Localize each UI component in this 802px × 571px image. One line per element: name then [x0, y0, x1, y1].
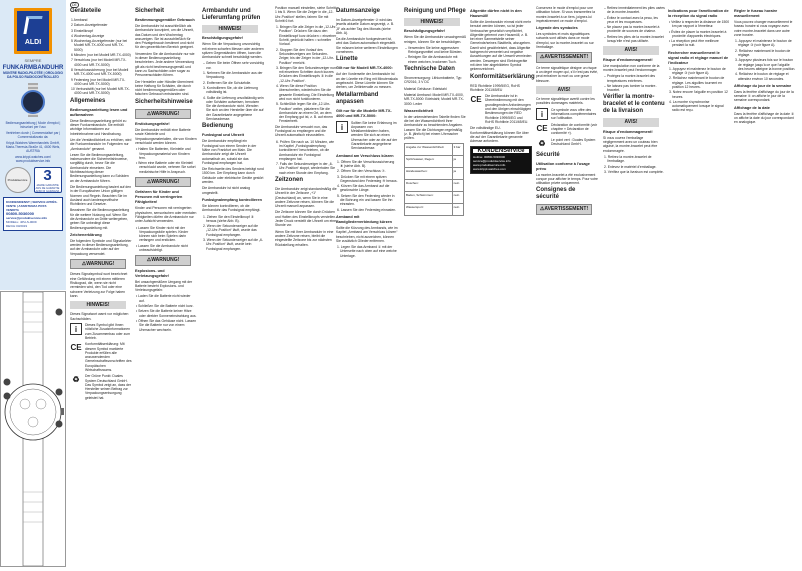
- subsection-heading: Explosions- und Verletzungsgefahr!: [135, 268, 170, 278]
- subsection-heading: Gilt nur für die Modelle MR-TX-4000 und MR-TX-5000:: [336, 108, 392, 118]
- list-item: • Wenn eine Batterie oder ein Kleinteil verschluckt wurde, nehmen Sie sofort medizinische Hilfe in Anspruch.: [136, 161, 196, 174]
- list-item: • Lassen Sie Kinder nicht mit der Verpackungsfolie spielen. Kinder können sich beim Spielen darin verfangen und ersticken.: [136, 225, 189, 243]
- paragraph: Ce terme signalétique avertit contre les possibles dommages matériels.: [536, 97, 595, 106]
- table-cell: Spritzwasser, Regen:: [405, 155, 453, 167]
- subsection-heading: Gefahren für Kinder und Personen mit verringerten Fähigkeiten!: [135, 190, 183, 205]
- subsection-heading: Armband mit Bandgliederverbindung kürzen: [336, 214, 392, 224]
- notice-label: HINWEIS!: [70, 301, 126, 309]
- paragraph: Die Armbanduhr ist ausschließlich als Armbanduhr konzipiert, um die Uhrzeit, das Datum und den Wochentag anzuzeigen. Sie ist ausschließlich für den Privatgebrauch bestimmt und nicht für den gewerblichen Bereich geeignet.: [135, 24, 194, 50]
- ce-mark-icon: CE: [470, 95, 482, 105]
- list-item: 1. Legen Sie das Armband ① mit der Unterseite nach oben auf eine weiche Unterlage.: [337, 245, 397, 258]
- list-item: 4. La montre s'synchronise automatiquement lorsque le signal radio est reçu.: [669, 99, 724, 113]
- list-item: – Retirez immédiatement les piles usées de la montre-bracelet.: [604, 6, 665, 15]
- section-heading: Bedienung: [202, 123, 233, 130]
- warranty-years: 3: [43, 167, 52, 184]
- hotline-title: KUNDENDIENST | SERVICE APRÈS-VENTE | ASSISTENZA POST-VENDITA: [6, 200, 58, 212]
- section-heading: Consignes de sécurité: [536, 187, 576, 201]
- symbol-description: Der Grüne Punkt: Duales System Deutschland GmbH. Das Symbol zeigt an, dass der Hersteller seinen Beitrag zur Verpackungsentsorgung geleistet hat.: [85, 374, 131, 400]
- paragraph: Une manipulation non conforme de la montre-bracelet peut l'endommager.: [603, 63, 660, 72]
- table-cell: Angabe zur Wasserdichtheit:: [405, 143, 453, 155]
- list-item: 2. Wenn der Sekundenzeiger auf die „12-Uhr-Position“ läuft, wurde das Funksignal empfangen.: [203, 224, 258, 237]
- ce-mark-icon: CE: [70, 343, 82, 353]
- paragraph: Die Armbanduhr enthält eine Batterie sowie Kleinteile und Verpackungsmaterialien, die von Kindern verschluckt werden können.: [135, 128, 197, 145]
- table-cell: Händewaschen:: [405, 167, 453, 179]
- paragraph: Material Gehäuse: Edelstahl: [404, 86, 447, 91]
- paragraph: Si vous ouvrez l'emballage négligemment avec un couteau bien aiguisé, la montre-bracelet peut être endommagée.: [603, 135, 658, 153]
- list-item: 6. Prüfen Sie nach ca. 10 Minuten, wie im Kapitel „Funksignalempfang kontrollieren“ beschrieben, ob die Armbanduhr ein Funksignal empfangen hat.: [276, 139, 335, 161]
- subsection-heading: Utilisation conforme à l'usage prévu: [536, 161, 590, 171]
- list-item: 1. Nehmen Sie die Armbanduhr aus der Verpackung.: [203, 71, 263, 80]
- list-item: 4 Wochentag-Anzeige: [71, 33, 105, 38]
- list-item: – Ne laissez pas tomber la montre-bracelet.: [604, 83, 657, 93]
- water-resistance-table: [404, 143, 464, 216]
- text-column: [202, 6, 264, 252]
- subsection-heading: Wasserdichtheit: [404, 108, 434, 113]
- text-column: [668, 6, 730, 114]
- service-line: service@produktservice.info: [473, 159, 511, 164]
- list-item: 2 Datum-Anzeigefenster: [71, 23, 108, 28]
- subsection-heading: Bedienungsanleitung lesen und aufbewahren: [70, 107, 128, 117]
- paragraph: Dans la fenêtre d'affichage du jour de la semaine ⑤ on affiche le jour de la semaine correspondant.: [734, 89, 794, 103]
- list-item: 1. Ziehen Sie den Einstellknopf ③ heraus (siehe Abb. B).: [203, 214, 254, 223]
- list-item: 3. Bringen Sie den Sekundenzeiger nun mit einzelnen Schritten durch kurzes Drücken des Einstellknopfs ③ in die „12-Uhr-Position“.: [276, 65, 336, 83]
- paragraph: Die Armbanduhr empfängt ein Funksignal von einem Sender in der Nähe von Frankfurt am Main. Die Armbanduhr zeigt die Uhrzeit automatisch an, sobald sie das Funksignal empfangen hat.: [202, 139, 257, 165]
- subsection-heading: Affichage de la date: [734, 105, 770, 110]
- list-item: 4. Wenn Sie diese Position überschreiten, wiederholen Sie die gesamte Einstellung. Die Einstellung wird nun nicht funktionieren.: [276, 84, 335, 101]
- paragraph: Wenn Sie die Armbanduhr unsachgemäß reinigen, können Sie sie beschädigen.: [404, 35, 466, 44]
- paragraph: Dieses Signalwort warnt vor möglichen Sachschäden.: [70, 312, 129, 321]
- text-column: [470, 6, 535, 177]
- distributor-address: Krippl-Watches Warenhandels GmbH, Maria-Theresia-Straße 41, 4600 Wels, AUSTRIA: [5, 141, 61, 153]
- list-item: – Ne placez pas la montre-bracelet à proximité de sources de chaleur.: [604, 25, 660, 34]
- list-item: 1. Appuyez et maintenez le bouton de réglage ③ (voir figure A).: [735, 39, 792, 48]
- paragraph: Sollte die Armbanduhr einmal nicht mehr benutzt werden können, so ist jeder Verbraucher gesetzlich verpflichtet, Altgeräte getrennt vom Hausmüll, z. B. bei einer Sammelstelle seiner Gemeinde/seines Stadtteils, abzugeben. Damit wird gewährleistet, dass Altgeräte fachgerecht verwertet und negative Auswirkungen auf die Umwelt vermieden werden. Deswegen sind Elektrogeräte mit dem hier abgebildeten Symbol gekennzeichnet.: [470, 20, 532, 72]
- warning-label: ⚠WARNUNG!: [135, 109, 191, 119]
- paragraph: Die Armbanduhr zeigt standardmäßig die Uhrzeit in der Zeitzone „+1“ (Deutschland) an, wenn Sie in eine andere Zeitzone reisen, können Sie die Uhrzeit manuell anpassen.: [275, 186, 337, 209]
- list-item: • Laden Sie die Batterie nicht wieder auf.: [136, 294, 191, 303]
- list-item: 3. Notez encore l'aiguille en position 12 heures.: [669, 90, 728, 99]
- model-number: MODELL: 4PH-S-0009: [6, 220, 37, 224]
- subsection-heading: Erstickungsgefahr!: [135, 122, 170, 127]
- logo-text: ALDI: [24, 39, 42, 46]
- list-item: • Évitez de placer la montre-bracelet à proximité d'appareils électriques.: [669, 29, 727, 38]
- list-item: • Veillez à respecter la distance de 1500 km par rapport à l'émetteur.: [669, 20, 730, 29]
- subsection-heading: Affichage du jour de la semaine: [734, 83, 792, 88]
- list-item: 2. Stoppen Sie den Vorlauf des Sekundenzeigers am Sekunden-Zeiger, bis der Zeiger in der „12-Uhr-Position“ erreicht.: [276, 47, 335, 65]
- subsection-heading: Altgeräte dürfen nicht in den Hausmüll!: [470, 9, 522, 18]
- text-column: [336, 6, 398, 259]
- list-item: 2. Relâchez maintenant le bouton de réglage. Les aiguilles tournent en position 12 heures.: [669, 76, 725, 89]
- paragraph: Lesen Sie die Bedienungsanleitung, insbesondere die Sicherheitshinweise, sorgfältig durch, bevor Sie die Armbanduhr einsetzen. Die Nichtbeachtung dieser Bedienungsanleitung kann zu Schäden an der Armbanduhr führen.: [70, 152, 129, 183]
- list-item: 1. Retirez la montre-bracelet de l'emballage.: [604, 154, 652, 164]
- list-item: 3. Wenn der Sekundenzeiger auf die „6-Uhr-Position“ läuft, wurde kein Funksignal empfangen.: [203, 237, 264, 251]
- paragraph: Stromversorgung: Lithiumbatterie, Typ CR2016, 3 V DC: [404, 76, 462, 85]
- subsection-heading: Risque d'endommagement!: [603, 57, 653, 62]
- table-cell: ja: [452, 155, 463, 167]
- info-icon: i: [336, 121, 348, 133]
- notice-label: AVIS!: [603, 46, 659, 54]
- watch-diagram: [0, 291, 66, 567]
- list-item: 3. Drücken Sie mit einem spitzen Gegenstand den Federsteg ⑨ heraus.: [337, 174, 398, 183]
- paragraph: Bewahren Sie die Bedienungsanleitung für die weitere Nutzung auf. Wenn Sie die Armbanduhr an Dritte weitergeben, geben Sie unbedingt diese Bedienungsanleitung mit.: [70, 208, 130, 230]
- list-item: 10 Verbundstift (nur bei Modell MR-TX-4000 und MR-TX-5000): [71, 87, 130, 96]
- paragraph: Conservez le mode d'emploi pour une utilisation future. Si vous transmettez la montre-bracelet à un tiers, joignez-lui impérativement ce mode d'emploi.: [536, 6, 595, 23]
- list-item: 5. Schließlich legen Sie die „12-Uhr-Position“ weiter, platzieren Sie die Armbanduhr an einem Ort, an dem der Empfang gut ist, z. B. auf einem Fensterbrett.: [276, 102, 333, 124]
- list-item: 3. Kontrollieren Sie, ob die Lieferung vollständig ist.: [203, 85, 258, 95]
- paragraph: Der Hersteller oder Händler übernimmt keine Haftung für Schäden, die durch nicht bestimmungsgemäßen oder falschen Gebrauch entstanden sind.: [135, 79, 194, 97]
- symbol-description: Die Armbanduhr ist in Übereinstimmung mit den grundlegenden Anforderungen und den übrigen einschlägigen Bestimmungen der RED Richtlinie 1999/5/EG und RoHS Richtlinie 2011/65/EU.: [485, 94, 532, 124]
- watch-image: [18, 83, 48, 117]
- info-icon: i: [70, 323, 82, 335]
- table-cell: Baden, Schwimmen:: [405, 191, 453, 203]
- section-heading: Lünette: [336, 56, 358, 63]
- list-item: 2. Enlevez le matériel d'emballage.: [604, 164, 657, 169]
- subsection-heading: Indications pour l'amélioration de la réception du signal radio: [668, 9, 729, 18]
- list-item: • Öffnen Sie das Gehäuse nicht. Lassen Sie die Batterie nur von einem Uhrmacher wechseln.: [136, 318, 197, 332]
- list-item: 5. Setzen Sie den Federsteg wieder in die Bohrung ein und lassen Sie ihn einrasten.: [337, 193, 395, 207]
- section-heading: Armbanduhr und Lieferumfang prüfen: [202, 8, 261, 21]
- paragraph: Die Zeitzone können Sie durch Drücken und Halten des Einstellknopfs verstellen. Jeder Druck verstellt die Uhrzeit um eine Stunde vor.: [275, 210, 337, 228]
- text-column: [135, 6, 197, 333]
- symbol-explanation: [536, 123, 598, 136]
- table-cell: Duschen:: [405, 179, 453, 191]
- list-item: • Setzen Sie die Batterie keiner Hitze oder direkter Sonneneinstrahlung aus.: [136, 309, 197, 318]
- table-row: [405, 191, 464, 203]
- text-column: [275, 6, 337, 249]
- paragraph: Sollte die Kürzung des Armbands, wie im Kapitel „Armband am Verschluss kürzen“ beschrieben, nicht ausreichen, können Sie zusätzlich Glieder entfernen.: [336, 225, 398, 243]
- paragraph: Vous pouvez changer manuellement le fuseau horaire si vous voyagez avec votre montre-bracelet dans une autre zone horaire.: [734, 20, 793, 37]
- manual-title: Bedienungsanleitung | Mode d'emploi | Istruzioni per l'uso: [5, 121, 61, 129]
- notice-label: HINWEIS!: [202, 25, 258, 33]
- list-item: 4. Sollte die Lieferung unvollständig sein oder Schäden aufweisen, benutzen Sie die Armbanduhr nicht. Wenden Sie sich an den Hersteller über die auf der Garantiekarte angegebene Serviceadresse.: [203, 95, 264, 122]
- paragraph: Verwenden Sie die Armbanduhr nur wie in dieser Bedienungsanleitung beschrieben. Jede andere Verwendung gilt als nicht bestimmungsgemäß und kann zu Sachschäden oder sogar zu Personenschäden führen.: [135, 51, 195, 78]
- paragraph: Wenn Sie die Verpackung unvorsichtig mit einem scharfen Messer oder anderen spitzen Gegenständen öffnen, kann die Armbanduhr schnell beschädigt werden.: [202, 42, 264, 60]
- warning-label: ⚠WARNUNG!: [135, 255, 191, 265]
- ce-mark-icon: CE: [536, 123, 548, 133]
- symbol-explanation: [70, 323, 132, 340]
- list-item: 7 Verschluss (nur bei Modell MR-TX-4000 und MR-TX-5000): [71, 58, 127, 67]
- list-item: 3. Appuyez plusieurs fois sur le bouton de réglage jusqu'à ce que l'aiguille des heures atteigne la bonne position.: [735, 58, 796, 71]
- list-item: 1. Bringen Sie alle Zeiger in die „12-Uhr-Position“. Drücken Sie dazu den Einstellknopf kurz drücken = einzelner Schritt, gedrückt halten = schneller Vorlauf.: [276, 25, 337, 47]
- section-heading: Reinigung und Pflege: [404, 8, 466, 14]
- aldi-logo: [14, 8, 52, 54]
- hotline-phone: 00800-5036000: [6, 211, 35, 216]
- section-heading: Geräteteile: [70, 8, 102, 14]
- list-item: 2. Relâchez maintenant le bouton de réglage.: [735, 48, 791, 58]
- list-item: 1. Appuyez et maintenez le bouton de réglage ③ (voir figure A).: [669, 66, 726, 76]
- table-row: [405, 203, 464, 215]
- brand-name: SEMPRE: [24, 58, 42, 63]
- list-item: 6. Lassen Sie den Federsteg einrasten.: [337, 207, 397, 212]
- service-line: www.krippl-watches.com: [473, 167, 506, 172]
- list-item: 5 Wochentag-Anzeigefenster (nur bei Modell MR-TX-4000 und MR-TX-5000): [71, 39, 128, 52]
- subsection-heading: Beschädigungsgefahr!: [404, 29, 446, 34]
- cover-panel: [0, 0, 66, 290]
- paragraph: Die Armbanduhr ist nicht analog umgestellt.: [202, 186, 251, 195]
- product-subtitle: MONTRE RADIO-PILOTÉE | OROLOGIO DA POLSO RADIOCONTROLLATO: [3, 71, 63, 79]
- section-heading: Datumsanzeige: [336, 8, 381, 14]
- customer-service-box: [470, 146, 532, 174]
- symbol-description: Dieses Symbol gibt Ihnen nützliche Zusatzinformationen zum Zusammenbau oder zum Betrieb.: [85, 323, 131, 340]
- table-row: [405, 179, 464, 191]
- list-item: 4. Kürzen Sie das Armband auf die gewünschte Länge.: [337, 184, 390, 193]
- service-line: Hotline: 00800-5036000: [473, 155, 506, 160]
- paragraph: Dieses Signalsymbol/-wort bezeichnet eine Gefährdung mit einem mittleren Risikograd, die, wenn sie nicht vermieden wird, den Tod oder eine schwere Verletzung zur Folge haben kann.: [70, 272, 128, 298]
- section-heading: Sécurité: [536, 151, 560, 158]
- paragraph: Ce terme signalétique désigne un risque à un degré moyen qui, s'il n'est pas évité, peut entraîner la mort ou une grave blessure.: [536, 65, 598, 83]
- paragraph: Die vollständige EU-Konformitätserklärung können Sie über die auf der Garantiekarte genannte Adresse anfordern.: [470, 126, 529, 144]
- list-item: 3 Einstellknopf: [71, 28, 94, 33]
- list-item: • Halten Sie Batterien, Kleinteile und Verpackungsmaterial von Kindern fern.: [136, 147, 191, 160]
- paragraph: Die Reichweite des Senders beträgt rund 1500 km. Der Empfang kann durch Gebäude oder elektrische Geräte gestört werden.: [202, 167, 264, 185]
- table-row: [405, 155, 464, 167]
- list-item: 3. Vérifiez que la livraison est complète.: [604, 169, 664, 174]
- list-item: • Schließen Sie die Batterie nicht kurz.: [136, 304, 194, 309]
- subsection-heading: Armband am Verschluss kürzen: [336, 153, 394, 158]
- table-cell: nein: [452, 203, 463, 215]
- symbol-description: Déclaration de conformité (voir chapitre « Déclaration de conformité »).: [551, 122, 598, 136]
- paragraph: RED Richtlinie 1999/5/EG, RoHS Richtlinie 2011/65/EU: [470, 83, 520, 92]
- section-heading: Metallarmband anpassen: [336, 91, 379, 105]
- list-item: – Évitez le contact avec la peau, les yeux et les muqueuses.: [604, 15, 658, 24]
- list-item: 6 Minuten (nur bei Modell MR-TX-4000): [71, 53, 131, 58]
- list-item: 4. Relâchez le bouton de réglage et attendez environ 10 secondes.: [735, 72, 789, 81]
- text-column: [734, 6, 796, 127]
- paragraph: Die Bedienungsanleitung basiert auf den in der Europäischen Union gültigen Normen und Regeln. Beachten Sie im Ausland auch landesspezifische Richtlinien und Gesetze.: [70, 184, 132, 207]
- service-line: www.produktservice.info: [473, 163, 506, 168]
- symbol-description: Ce symbole vous offre des informations complémentaires sur l'utilisation.: [551, 107, 597, 121]
- list-item: • Lassen Sie die Armbanduhr nicht unbeaufsichtigt.: [136, 243, 188, 252]
- paragraph: Les symboles et mots signalétiques suivants sont utilisés dans ce mode d'emploi, sur la montre-bracelet ou sur l'emballage.: [536, 32, 594, 50]
- symbol-description: Sollten Sie keine Erfahrung im Anpassen von Metallarmbändern haben, wenden Sie sich an einen Uhrmacher oder an die auf der Garantiekarte angegebene Serviceadresse.: [351, 120, 398, 151]
- paragraph: La montre-bracelet a été exclusivement conçue pour afficher le temps. Pour votre utilisation privée uniquement.: [536, 172, 598, 186]
- paragraph: Die folgenden Symbole und Signalwörter werden in dieser Bedienungsanleitung, auf der Armbanduhr oder auf der Verpackung verwendet.: [70, 238, 132, 256]
- notice-label: AVIS!: [536, 86, 592, 94]
- subsection-heading: Funksignalempfang kontrollieren: [202, 197, 262, 202]
- symbol-description: Le point vert : Duales System Deutschland GmbH.: [551, 137, 596, 146]
- list-item: 2. Entfernen Sie die Schutzfolie.: [203, 80, 252, 85]
- paragraph: Sie können kontrollieren, ob die Armbanduhr das Funksignal empfängt.: [202, 203, 261, 213]
- table-row: [405, 143, 464, 155]
- product-code: DE/CH 03/2019: [6, 224, 28, 228]
- paragraph: Die Armbanduhr versucht nun, das Funksignal zu empfangen und die Uhrzeit automatisch einzustellen.: [275, 124, 328, 138]
- symbol-explanation: [536, 138, 598, 150]
- paragraph: Position manuell einstellen, siehe Schritt 1 bis 5. Wenn Sie die Zeiger in die „12-Uhr-Position“ stellen, fahren Sie mit Schritt 6 fort.: [275, 6, 336, 23]
- section-heading: Vérifier la montre-bracelet et le contenu de la livraison: [603, 94, 665, 115]
- warning-label: ⚠AVERTISSEMENT!: [536, 52, 592, 62]
- paragraph: Im Datum-Anzeigefenster ② wird das jeweils aktuelle Datum angezeigt, z. B. „8“ als achter Tag des Monats (siehe Abb. A).: [336, 18, 395, 35]
- distributor-label: Vertrieben durch | Commercialisé par | Commercializzato da:: [5, 131, 61, 139]
- section-heading: Zeitzonen: [275, 176, 303, 183]
- list-item: – Gehen Sie beim Öffnen sehr vorsichtig vor.: [203, 61, 265, 70]
- hotline-email: service@produktservice.info: [6, 216, 48, 220]
- paragraph: Bei unsachgemäßem Umgang mit der Batterie besteht Explosions- und Verletzungsgefahr.: [135, 279, 193, 293]
- paragraph: In der untenstehenden Tabelle finden Sie die bei der Wasserdichtheit Ihrer Armbanduhr zu beachtenden Angaben. Lassen Sie die Dichtungen regelmäßig (z. B. jährlich) bei einem Uhrmacher prüfen.: [404, 114, 466, 141]
- table-row: [405, 167, 464, 179]
- hotline-box: [3, 197, 63, 231]
- paragraph: Kinder und Personen mit verringerten physischen, sensorischen oder mentalen Fähigkeiten dürfen die Armbanduhr nur unter Aufsicht verwenden.: [135, 206, 197, 224]
- list-item: – Retirez les piles de la montre-bracelet lorsqu'elle n'est pas utilisée.: [604, 34, 664, 44]
- paragraph: Um die Verständlichkeit zu erhöhen, wird die Funkarmbanduhr im Folgenden nur „Armbanduhr“ genannt.: [70, 137, 132, 151]
- subsection-heading: Légende des symboles: [536, 26, 578, 31]
- text-column: [603, 6, 665, 175]
- symbol-explanation: [336, 121, 398, 151]
- text-column: [70, 6, 132, 402]
- green-dot-icon: ♻: [538, 138, 546, 148]
- subsection-heading: Rechercher manuellement le signal radio et réglage manuel de l'indicateur: [668, 50, 729, 65]
- notice-label: AVIS!: [603, 118, 659, 126]
- warning-label: ⚠WARNUNG!: [70, 259, 126, 269]
- list-item: – Verwenden Sie keine aggressiven Reinigungsmittel und keine Bürsten.: [405, 45, 463, 55]
- table-cell: Wassersport:: [405, 203, 453, 215]
- list-item: • La réception peut être meilleure pendant la nuit.: [669, 39, 719, 48]
- symbol-explanation: [470, 94, 532, 124]
- subsection-heading: Régler le fuseau horaire manuellement: [734, 9, 778, 18]
- warranty-badge: [34, 167, 62, 193]
- section-heading: Konformitätserklärung: [470, 73, 535, 80]
- symbol-explanation: [70, 374, 132, 400]
- paragraph: Dans la fenêtre d'affichage de la date ② on affiche la date du jour correspondant en analogique.: [734, 111, 794, 125]
- list-item: 9 Federsteg (nur bei Modell MR-TX-4000 und MR-TX-5000): [71, 77, 126, 86]
- list-item: 1 Armband: [71, 18, 88, 22]
- paragraph: Material Armband: Modell MR-TX-4000, MR-TX-5000: Edelstahl; Modell MR-TX-3000: Leder: [404, 92, 464, 106]
- warning-label: ⚠AVERTISSEMENT!: [536, 204, 592, 214]
- table-cell: nein: [452, 179, 463, 191]
- website: www.krippl-watches.com/ www.produktservice.info: [15, 155, 51, 163]
- table-cell: nein: [452, 191, 463, 203]
- symbol-explanation: [70, 342, 132, 372]
- subsection-heading: Gilt nur für Modell MR-TX-4000:: [336, 66, 393, 71]
- paragraph: Diese Bedienungsanleitung gehört zu dieser Funkarmbanduhr. Sie enthält wichtige Informationen zur Inbetriebnahme und Handhabung.: [70, 118, 127, 136]
- section-heading: Sicherheitshinweise: [135, 98, 193, 105]
- notice-label: HINWEIS!: [404, 18, 460, 26]
- list-item: 7. Falls der Sekundenzeiger in der „6-Uhr-Position“ stoppt, wiederholen Sie nach einer Stunde den Empfang.: [276, 162, 335, 175]
- subsection-heading: Bestimmungsgemäßer Gebrauch: [135, 18, 195, 22]
- list-item: – Protégez la montre-bracelet des températures extrêmes.: [604, 74, 656, 83]
- list-item: 8 Verschlusssicherung (nur bei Modell MR-TX-4000 und MR-TX-5000): [71, 67, 129, 77]
- table-cell: ja: [452, 167, 463, 179]
- paragraph: Auf der Vorderseite der Armbanduhr ist an der Lünette ein Ring mit Minutenskala angebracht. Diese Lünette können Sie drehen, um Zeitintervalle zu messen.: [336, 72, 398, 90]
- subsection-heading: Risque d'endommagement!: [603, 129, 653, 134]
- subsection-heading: Beschädigungsgefahr!: [202, 36, 244, 41]
- section-heading: Technische Daten: [404, 66, 455, 73]
- list-item: 1. Öffnen Sie die Verschlusssicherung ⑧ (siehe Abb. B).: [337, 159, 395, 168]
- service-seal: Produktservice: [5, 167, 31, 193]
- subsection-heading: Funksignal und Uhrzeit: [202, 133, 244, 138]
- symbol-description: Konformitätserklärung: Mit diesem Symbol markierte Produkte erfüllen alle anzuwendenden Gemeinschaftsvorschriften des Europäischen Wirtschaftsraums.: [85, 342, 132, 372]
- paragraph: Wenn Sie mit Ihrer Armbanduhr in eine andere Zeitzone reisen, bleibt die eingestellte Zeitzone bis zur nächsten Rückstellung erhalten.: [275, 229, 334, 247]
- section-heading: Allgemeines: [70, 97, 106, 104]
- list-item: – Reinigen Sie die Armbanduhr mit einem weichen, trockenen Tuch.: [405, 55, 458, 64]
- paragraph: Da die Armbanduhr funkgesteuert ist, wird das Datum automatisch eingestellt. Sie müssen keine weiteren Einstellungen vornehmen.: [336, 37, 398, 55]
- info-icon: i: [536, 108, 548, 120]
- customer-service-title: KUNDENService: [473, 149, 529, 153]
- green-dot-icon: ♻: [72, 375, 80, 385]
- table-cell: 3 bar: [452, 143, 463, 155]
- section-heading: Sicherheit: [135, 8, 165, 14]
- list-item: 2. Öffnen Sie den Verschluss ⑦.: [337, 169, 386, 174]
- text-column: [536, 6, 598, 218]
- subsection-heading: Zeichenerklärung: [70, 232, 102, 237]
- warranty-text: JAHRE GARANTIE ANS DE GARANTIE ANNI DI GARANZIA: [35, 184, 60, 193]
- language-marker: DE: [72, 3, 77, 7]
- product-title: FUNKARMBANDUHR: [2, 65, 64, 71]
- warning-label: ⚠WARNUNG!: [135, 177, 191, 187]
- text-column: [404, 6, 466, 218]
- symbol-explanation: [536, 108, 598, 121]
